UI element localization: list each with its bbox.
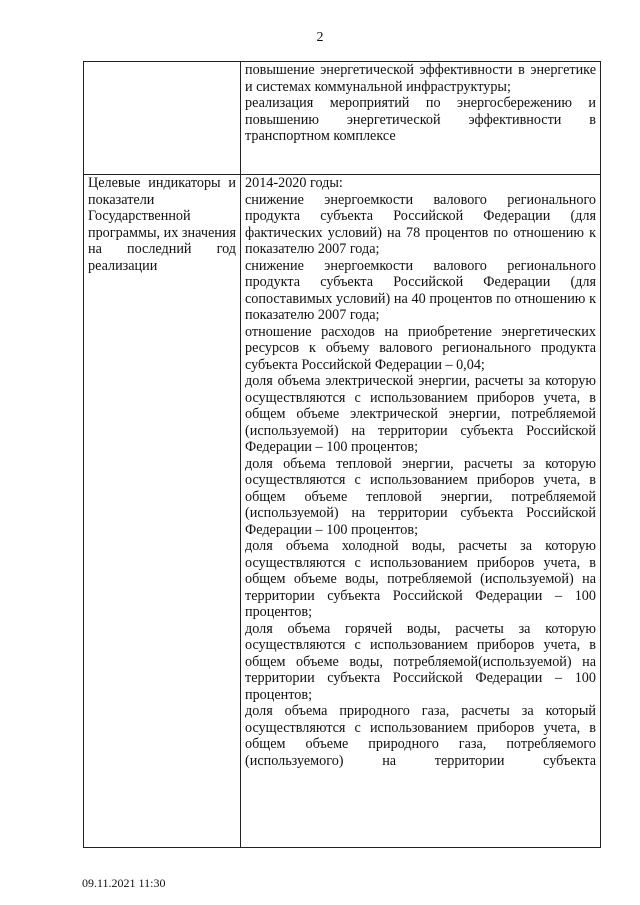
paragraph: снижение энергоемкости валового регионального продукта субъекта Российской Федерации (для сопоставимых условий) на 40 процентов по отношению к показателю 2007 года; [245, 257, 596, 323]
paragraph: доля объема холодной воды, расчеты за которую осуществляются с использованием приборов учета, в общем объеме воды, потребляемой (используемой) на территории субъекта Российской Федерации – 100 процентов; [245, 538, 596, 620]
row-1-label-cell [84, 62, 241, 175]
paragraph: отношение расходов на приобретение энергетических ресурсов к объему валового регионального продукта субъекта Российской Федерации – 0,04; [245, 323, 596, 373]
paragraph: доля объема тепловой энергии, расчеты за которую осуществляются с использованием приборов учета, в общем объеме тепловой энергии, потребляемой (используемой) на территории субъекта Российской Федерации – 100 процентов; [245, 455, 596, 538]
paragraph: повышение энергетической эффективности в энергетике и системах коммунальной инфраструктуры; [245, 62, 596, 95]
table-row [84, 62, 601, 175]
page-number: 2 [316, 30, 324, 45]
table-row [84, 175, 601, 848]
paragraph: 2014-2020 годы: [245, 175, 343, 191]
row-1-content-cell [241, 62, 601, 175]
row-2-content-cell [241, 175, 601, 848]
paragraph: реализация мероприятий по энергосбережению и повышению энергетической эффективности в транспортном комплексе [245, 95, 596, 144]
paragraph: доля объема горячей воды, расчеты за которую осуществляются с использованием приборов учета, в общем объеме воды, потребляемой(используемой) на территории субъекта Российской Федерации – 100 процентов; [245, 620, 596, 703]
row-2-label-cell: Целевые индикаторы и показатели Государственной программы, их значения на последний год реализации [84, 175, 241, 848]
passport-table [83, 61, 601, 848]
paragraph: доля объема природного газа, расчеты за который осуществляются с использованием приборов учета, в общем объеме природного газа, потребляемого (используемого) на территории субъекта [245, 703, 596, 769]
paragraph: снижение энергоемкости валового регионального продукта субъекта Российской Федерации (для фактических условий) на 78 процентов по отношению к показателю 2007 года; [245, 191, 596, 257]
print-timestamp: 09.11.2021 11:30 [82, 876, 166, 890]
paragraph: доля объема электрической энергии, расчеты за которую осуществляются с использованием приборов учета, в общем объеме электрической энергии, потребляемой (используемой) на территории субъекта Российской Федерации – 100 процентов; [245, 373, 596, 455]
